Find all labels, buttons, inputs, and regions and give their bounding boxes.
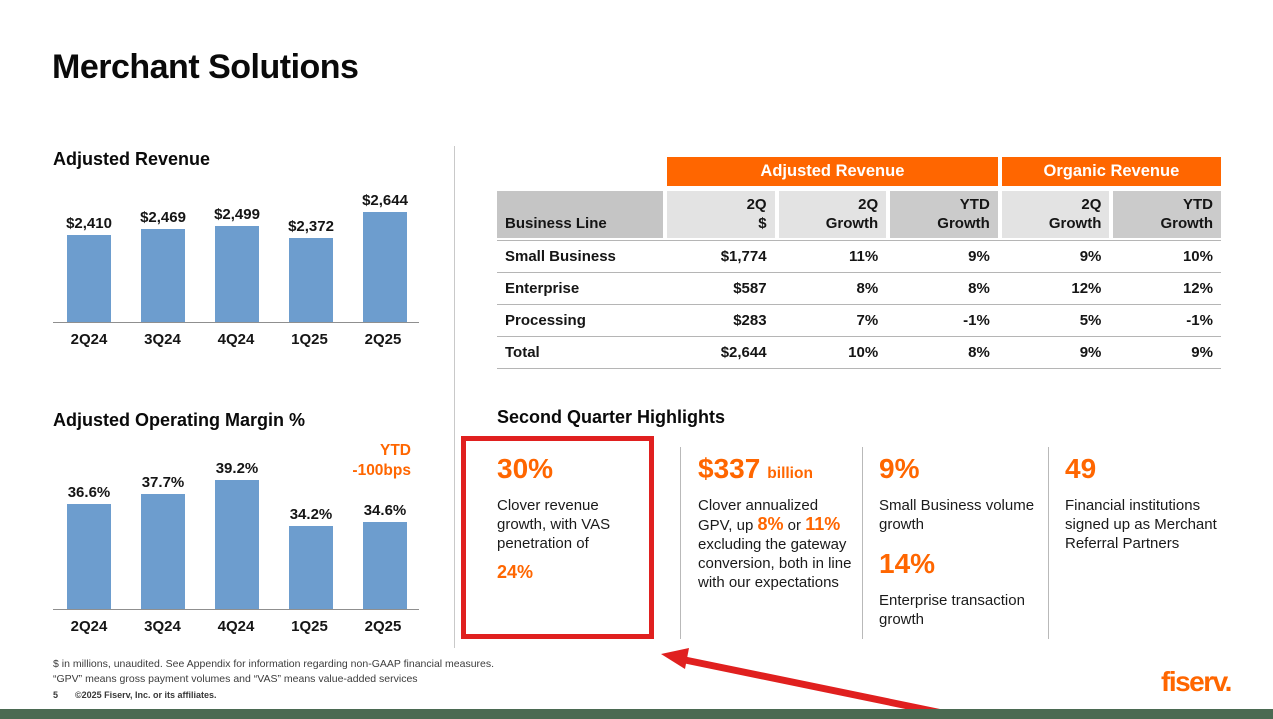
highlight-clover-gpv (680, 447, 862, 639)
table-cell: -1% (963, 312, 990, 329)
table-cell: $2,644 (720, 344, 767, 361)
bar-value-label: 36.6% (67, 484, 111, 501)
chart-x-axis (53, 331, 419, 348)
highlight-stat-unit: billion (767, 465, 813, 482)
table-cell: 9% (968, 248, 990, 265)
highlight-referral-partners (1048, 447, 1241, 639)
highlight-accent: 8% (757, 514, 784, 534)
column-header-label: 2Q (1081, 196, 1102, 213)
chart-title: Adjusted Revenue (53, 149, 211, 169)
column-header-label: Growth (1048, 215, 1102, 232)
table-cell: 9% (1079, 344, 1102, 361)
bar-value-label: $2,372 (288, 218, 334, 235)
vertical-divider (454, 146, 455, 648)
bar (289, 526, 333, 609)
column-header-label: Growth (825, 215, 879, 232)
column-header-label: $ (758, 215, 767, 232)
bar (289, 238, 333, 322)
footnote-line: $ in millions, unaudited. See Appendix for information regarding non-GAAP financial measures. (53, 658, 495, 670)
bar-category-label: 2Q24 (70, 618, 108, 635)
highlight-stat-row (698, 453, 856, 485)
column-header-business-line (497, 191, 663, 238)
bar-value-label: 34.6% (363, 502, 407, 519)
bar-value-label: $2,410 (66, 215, 112, 232)
footnote-line: “GPV” means gross payment volumes and “VAS” means value-added services (53, 673, 418, 685)
bar-group (215, 460, 259, 609)
bar-group (67, 484, 111, 609)
chart-x-axis (53, 618, 419, 635)
table-cell: 5% (1079, 312, 1102, 329)
bar-category-label: 1Q25 (291, 618, 328, 635)
table-cell: 8% (968, 344, 990, 361)
table-row-total (497, 337, 1221, 369)
bar-group (141, 209, 185, 322)
highlight-text-part: excluding the gateway conversion, both in line with our expectations (698, 536, 852, 591)
table-cell: 9% (1191, 344, 1213, 361)
highlights-heading: Second Quarter Highlights (497, 407, 726, 427)
bar-group (215, 206, 259, 322)
highlight-text-part: Clover annualized GPV, up (698, 497, 819, 534)
bar-category-label: 1Q25 (291, 331, 328, 348)
column-header-label: Business Line (505, 215, 607, 232)
bar-value-label: $2,499 (214, 206, 260, 223)
table-band-adjusted-revenue: Adjusted Revenue (667, 157, 998, 186)
bar (141, 229, 185, 322)
bar-category-label: 2Q25 (364, 618, 402, 635)
highlight-text-part: or (783, 517, 806, 534)
table-body (497, 240, 1221, 369)
ytd-annotation-line: -100bps (352, 462, 411, 479)
highlight-text (698, 496, 856, 592)
bar-group (67, 215, 111, 322)
table-row (497, 241, 1221, 273)
table-cell: 11% (848, 248, 879, 265)
column-header-ytd-growth (890, 191, 998, 238)
table-header-row (497, 191, 1221, 236)
table-cell: 12% (1071, 280, 1102, 297)
table-band-organic-revenue: Organic Revenue (1002, 157, 1221, 186)
highlight-stat: 9% (879, 453, 920, 484)
bar-group (363, 502, 407, 609)
column-header-label: YTD (959, 196, 990, 213)
bar-category-label: 2Q24 (70, 331, 108, 348)
table-cell: 8% (856, 280, 879, 297)
bar-value-label: $2,644 (362, 192, 408, 209)
highlight-stat: $337 (698, 453, 761, 484)
table-cell: $587 (733, 280, 767, 297)
bar-value-label: $2,469 (140, 209, 186, 226)
row-label: Total (505, 344, 540, 361)
revenue-table (497, 157, 1221, 369)
bar-category-label: 3Q24 (144, 331, 181, 348)
column-header-organic-2q-growth (1002, 191, 1110, 238)
highlight-stat: 49 (1065, 453, 1097, 484)
table-cell: $1,774 (720, 248, 767, 265)
column-header-label: Growth (1160, 215, 1213, 232)
highlight-volume-growth (862, 447, 1048, 639)
bar (215, 480, 259, 609)
bar (67, 504, 111, 609)
table-row (497, 273, 1221, 305)
column-header-label: Growth (937, 215, 990, 232)
table-band-row (497, 157, 1221, 186)
bar-group (141, 474, 185, 609)
bar-category-label: 3Q24 (144, 618, 181, 635)
copyright-text: ©2025 Fiserv, Inc. or its affiliates. (75, 690, 217, 700)
chart-plot-area (53, 193, 419, 323)
adjusted-operating-margin-chart (53, 410, 419, 650)
bar (363, 522, 407, 609)
table-cell: 10% (1182, 248, 1213, 265)
highlight-text: Small Business volume growth (879, 497, 1035, 533)
page-title: Merchant Solutions (52, 48, 359, 86)
table-cell: 7% (856, 312, 879, 329)
table-cell: 10% (848, 344, 879, 361)
bar-group (363, 192, 407, 322)
column-header-2q-dollars (667, 191, 775, 238)
ytd-annotation-line: YTD (380, 442, 411, 459)
bar-value-label: 37.7% (141, 474, 185, 491)
highlight-text: Financial institutions signed up as Merchant Referral Partners (1065, 497, 1217, 552)
column-header-2q-growth (779, 191, 887, 238)
highlight-stat: 14% (879, 548, 936, 579)
copyright-row (53, 690, 217, 700)
column-header-label: 2Q (858, 196, 879, 213)
row-label: Processing (505, 312, 586, 329)
bar-value-label: 39.2% (215, 460, 259, 477)
adjusted-revenue-chart (53, 149, 419, 369)
table-row (497, 305, 1221, 337)
table-cell: 8% (968, 280, 990, 297)
bar (363, 212, 407, 322)
chart-title: Adjusted Operating Margin % (53, 410, 306, 430)
annotation-red-box (461, 436, 654, 639)
highlight-stat: 30% (497, 453, 554, 484)
highlight-text: Clover revenue growth, with VAS penetration of (497, 497, 611, 552)
column-header-organic-ytd-growth (1113, 191, 1221, 238)
bar (67, 235, 111, 322)
column-header-label: 2Q (746, 196, 767, 213)
footer-green-bar (0, 709, 1273, 719)
bar-group (289, 506, 333, 609)
row-label: Small Business (505, 248, 616, 265)
table-cell: 12% (1182, 280, 1213, 297)
bar (215, 226, 259, 322)
table-cell: -1% (1186, 312, 1213, 329)
highlight-text: Enterprise transaction growth (879, 592, 1025, 628)
fiserv-logo: fiserv. (1161, 666, 1231, 697)
row-label: Enterprise (505, 280, 580, 297)
highlight-accent: 11% (805, 514, 841, 534)
chart-plot-area (53, 460, 419, 610)
highlight-accent: 24% (497, 562, 534, 582)
table-cell: $283 (733, 312, 767, 329)
bar-category-label: 4Q24 (217, 331, 255, 348)
page-number: 5 (53, 690, 59, 700)
bar-group (289, 218, 333, 322)
bar-value-label: 34.2% (289, 506, 333, 523)
column-header-label: YTD (1182, 196, 1213, 213)
bar (141, 494, 185, 609)
footnotes (53, 657, 494, 687)
bar-category-label: 2Q25 (364, 331, 402, 348)
table-cell: 9% (1079, 248, 1102, 265)
bar-category-label: 4Q24 (217, 618, 255, 635)
